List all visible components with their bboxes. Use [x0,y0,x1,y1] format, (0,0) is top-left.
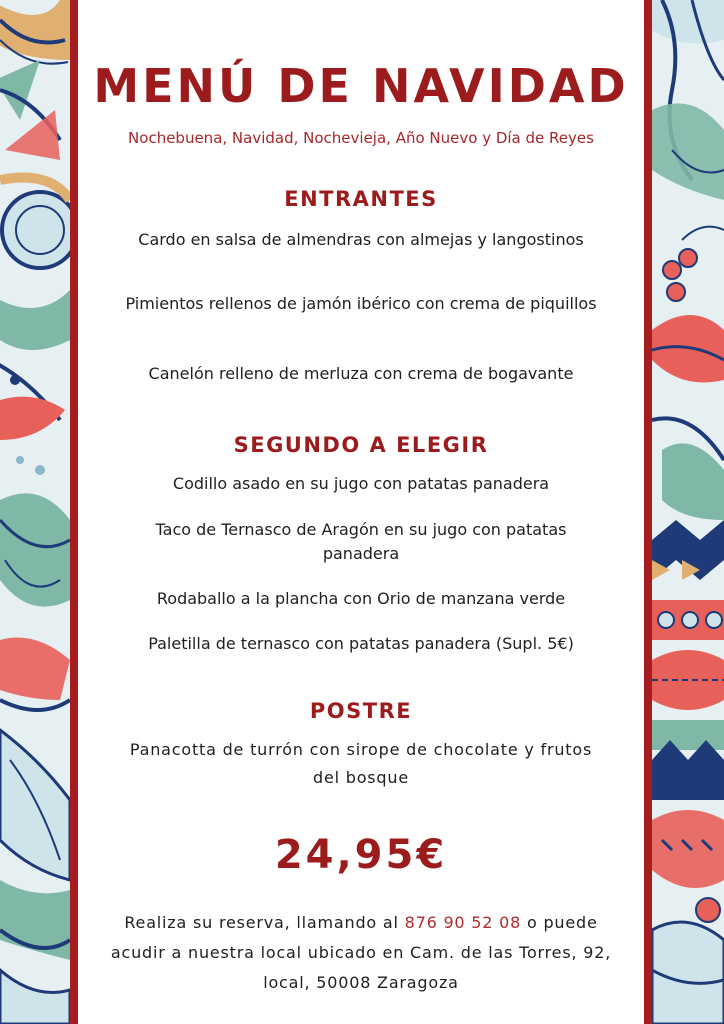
dish-item: Taco de Ternasco de Aragón en su jugo con patatas panadera [155,520,567,563]
left-red-border [70,0,78,1024]
right-decorative-pattern [652,0,724,1024]
phone-number: 876 90 52 08 [404,913,522,932]
dish-item: Pimientos rellenos de jamón ibérico con crema de piquillos [125,294,597,313]
dish-item: Canelón relleno de merluza con crema de bogavante [148,364,574,383]
menu-subtitle: Nochebuena, Navidad, Nochevieja, Año Nuevo y Día de Reyes [128,129,594,147]
dish-item: Panacotta de turrón con sirope de chocolate y frutos del bosque [129,740,593,787]
dish-item: Cardo en salsa de almendras con almejas y langostinos [138,230,584,249]
menu-title: MENÚ DE NAVIDAD [93,59,629,113]
reservation-text-start: Realiza su reserva, llamando al [124,913,405,932]
dish-item: Codillo asado en su jugo con patatas panadera [172,474,550,493]
section-title-postre: POSTRE [309,699,413,723]
right-red-border [644,0,652,1024]
menu-panel [78,0,644,1024]
dish-item: Paletilla de ternasco con patatas panadera (Supl. 5€) [148,634,574,653]
doodle-pattern-left [0,0,70,1024]
reservation-info [98,908,624,998]
left-decorative-pattern [0,0,70,1024]
section-title-entrantes: ENTRANTES [284,187,438,211]
menu-price: 24,95€ [274,832,448,878]
dish-item: Rodaballo a la plancha con Orio de manzana verde [156,589,566,608]
reservation-text-end: o puede acudir a nuestra local ubicado en Cam. de las Torres, 92, local, 50008 Zaragoza [110,913,612,992]
doodle-pattern-right [652,0,724,1024]
section-title-segundo: SEGUNDO A ELEGIR [233,433,489,457]
